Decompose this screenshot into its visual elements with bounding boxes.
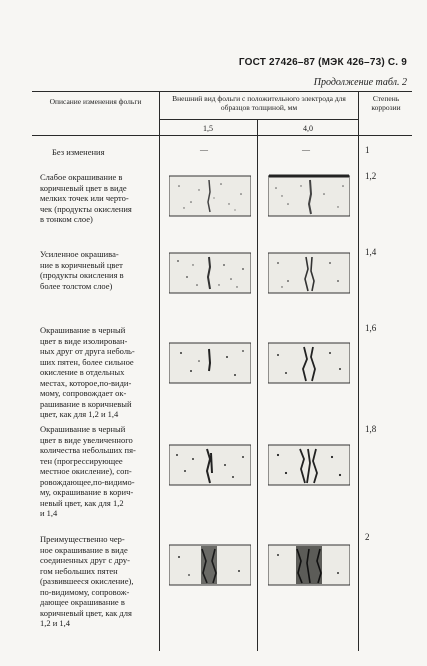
table-continuation-label: Продолжение табл. 2	[313, 77, 407, 88]
corrosion-grade: 1,2	[365, 171, 377, 181]
row-description: Усиленное окрашива- ние в коричневый цвет (продукты окисления в более толстом слое)	[40, 249, 124, 291]
corrosion-grade: 2	[365, 532, 370, 542]
row-description: Без изменения	[52, 147, 105, 157]
foil-sample-image	[169, 543, 251, 587]
running-title: ГОСТ 27426–87 (МЭК 426–73) С. 9	[238, 57, 407, 68]
column-header-grade: Степень коррозии	[371, 94, 401, 112]
foil-sample-image	[268, 341, 350, 385]
column-divider	[257, 119, 258, 651]
corrosion-grade: 1,4	[365, 247, 377, 257]
corrosion-table	[32, 91, 412, 651]
table-top-rule	[32, 91, 412, 92]
foil-sample-image	[169, 251, 251, 295]
corrosion-grade: 1	[365, 145, 370, 155]
thickness-label: 4,0	[303, 124, 313, 133]
row-description: Слабое окрашивание в коричневый цвет в виде мелких точек или черто- чек (продукты окисления в тонком слое)	[40, 172, 132, 224]
header-sub-rule	[159, 119, 358, 120]
column-divider	[358, 91, 359, 651]
row-description: Преимущественно чер- ное окрашивание в виде соединенных друг с дру- гом небольших пятен (развившееся окисление), по-видимому, сопровож- дающее окрашивание в коричневый цвет, как для 1,2 и 1,4	[40, 534, 134, 628]
foil-sample-image	[268, 543, 350, 587]
foil-sample-image	[268, 174, 350, 218]
corrosion-grade: 1,8	[365, 424, 377, 434]
column-header-appearance: Внешний вид фольги с положительного электрода для образцов толщиной, мм	[172, 94, 346, 112]
row-description: Окрашивание в черный цвет в виде увеличенного количества небольших пя- тен (прогрессирующее местное окисление), соп- ровождающее,по-видимо- му, окрашивание в корич- невый цвет, как для 1,2 и 1,4	[40, 424, 136, 518]
row-description: Окрашивание в черный цвет в виде изолирован- ных друг от друга неболь- ших пятен, более сильное окисление в отдельных местах, которое,по-види- мому, сопровождает ок- рашивание в коричневый цвет, как для 1,2 и 1,4	[40, 325, 135, 419]
corrosion-grade: 1,6	[365, 323, 377, 333]
foil-sample-image	[169, 174, 251, 218]
header-bottom-rule	[32, 135, 412, 136]
empty-cell-dash: —	[200, 145, 208, 154]
foil-sample-image	[169, 443, 251, 487]
empty-cell-dash: —	[302, 145, 310, 154]
column-divider	[159, 91, 160, 651]
thickness-label: 1,5	[203, 124, 213, 133]
foil-sample-image	[268, 443, 350, 487]
foil-sample-image	[268, 251, 350, 295]
column-header-description: Описание изменения фольги	[49, 97, 142, 106]
foil-sample-image	[169, 341, 251, 385]
